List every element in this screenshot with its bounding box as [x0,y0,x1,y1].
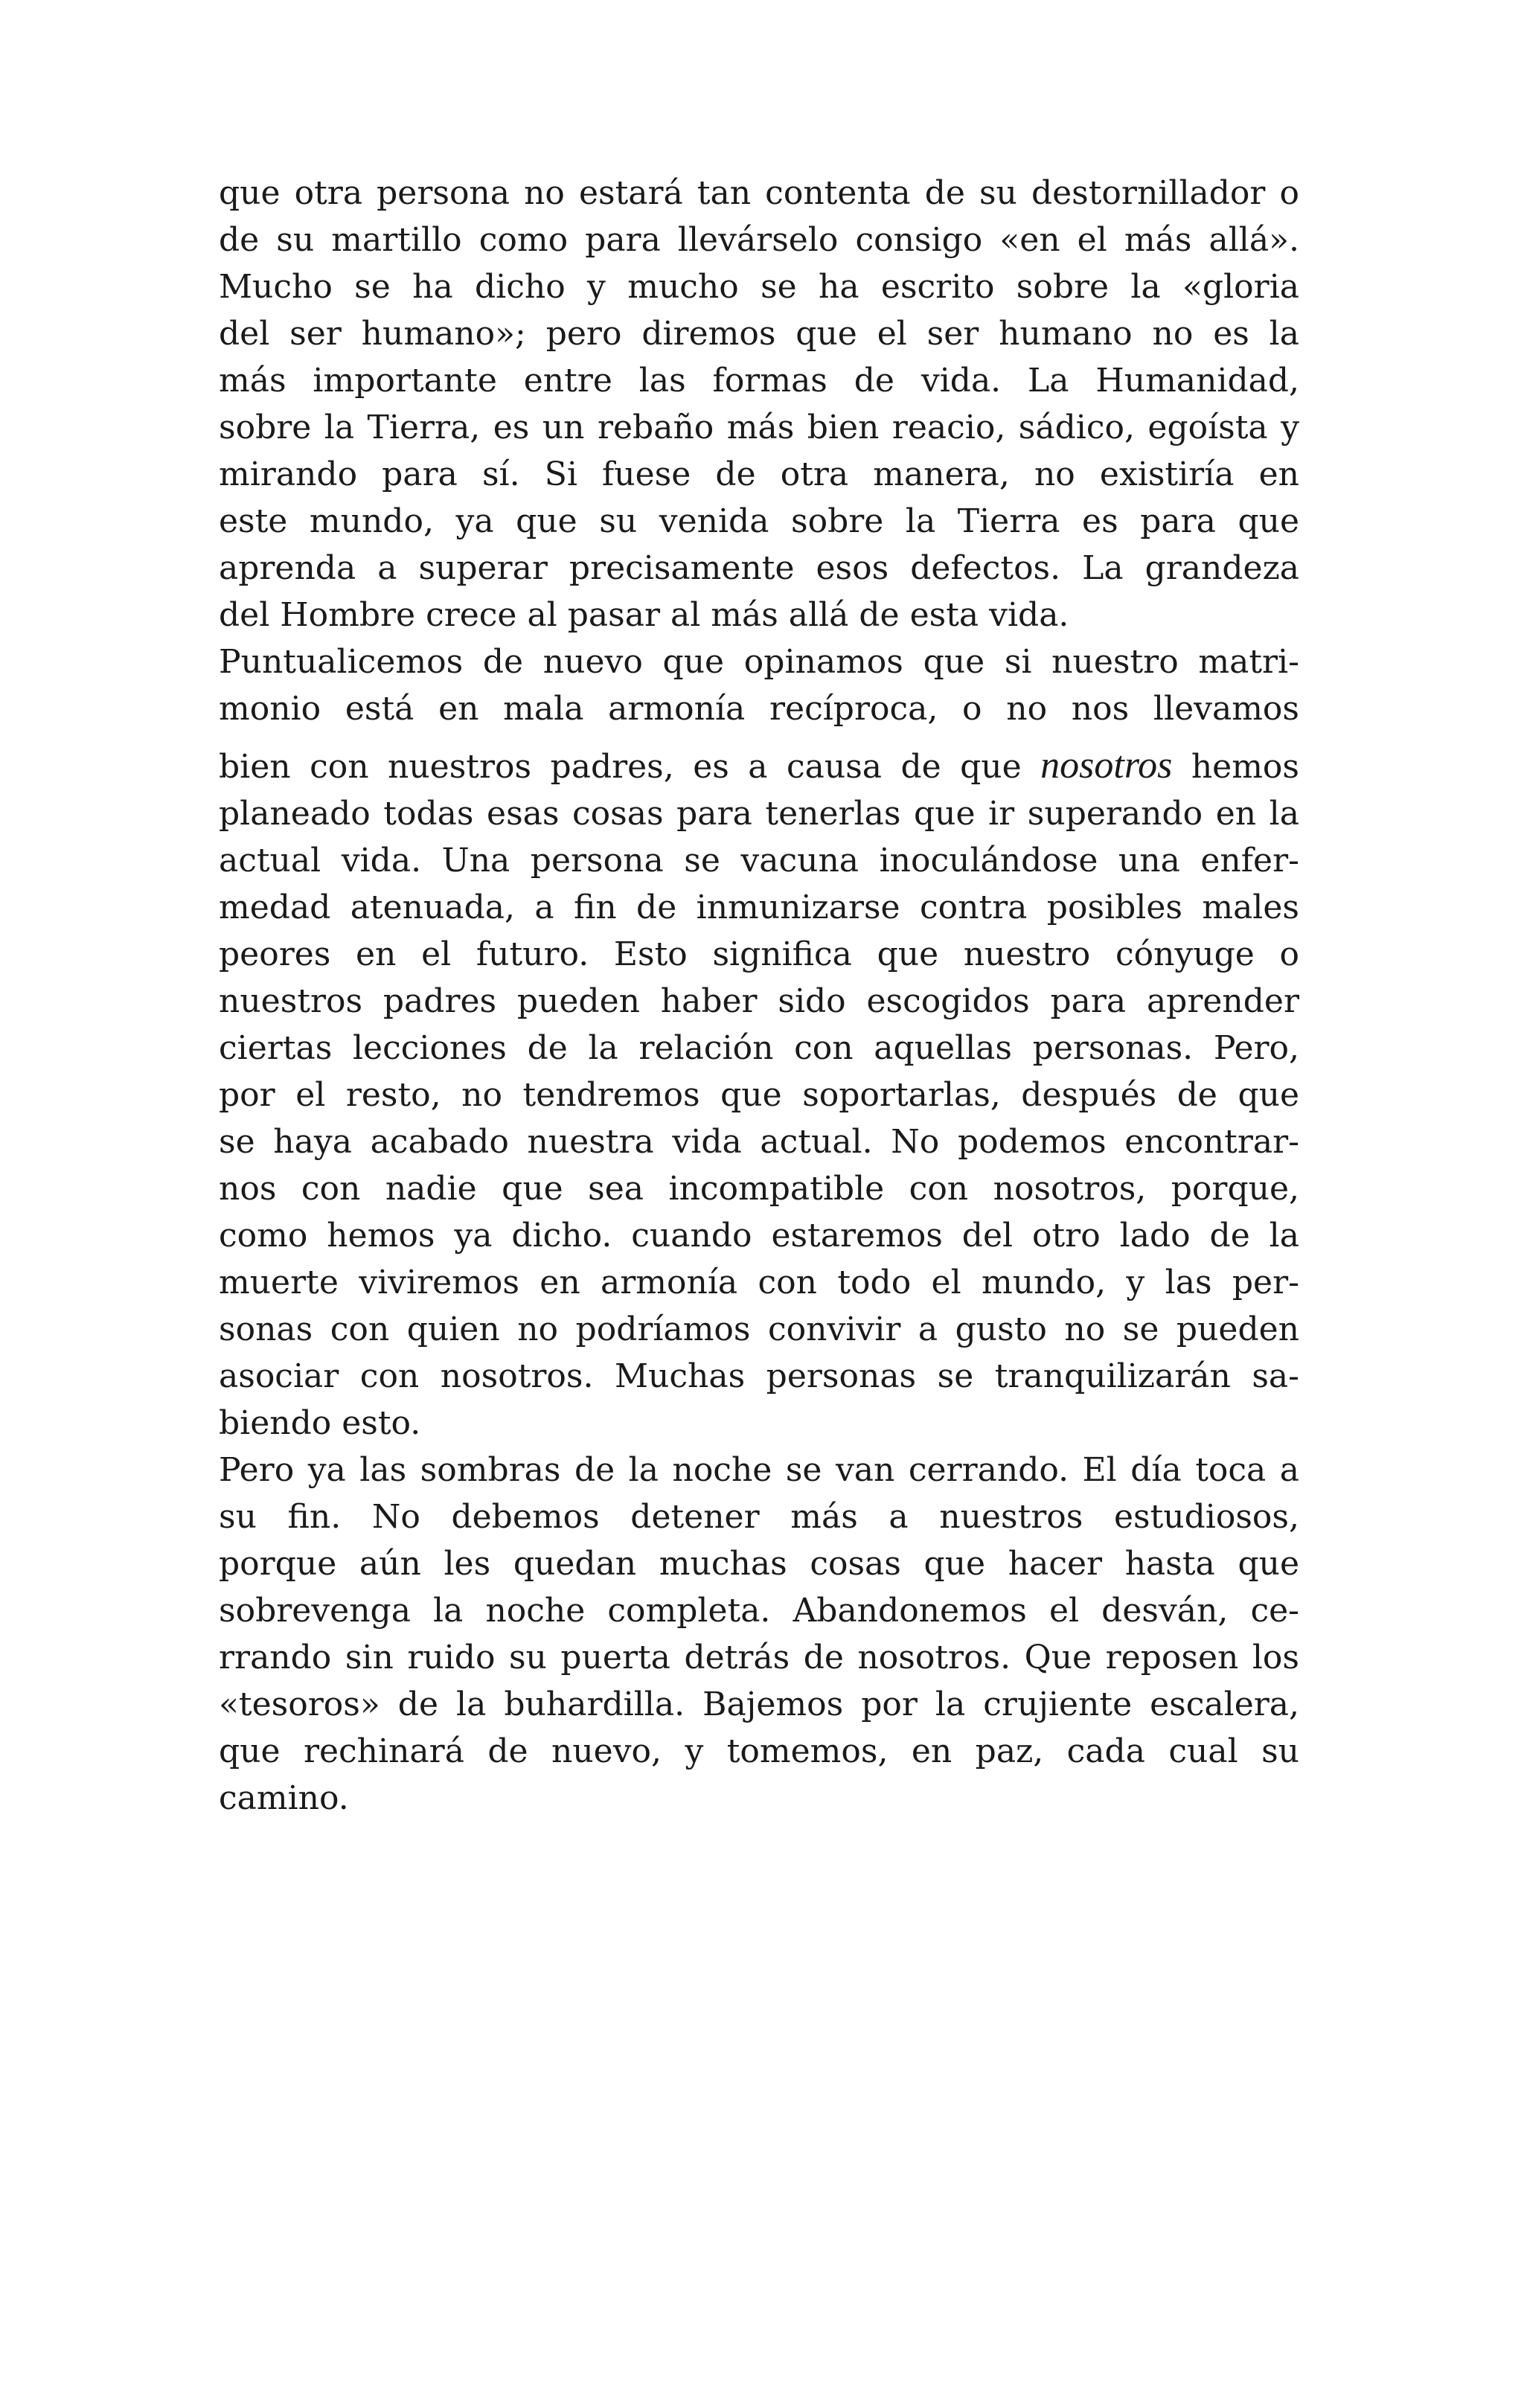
text-line: como hemos ya dicho. cuando estaremos del otro lado de la [219,1217,1299,1255]
text-line: mirando para sí. Si fuese de otra manera, no existiría en [219,455,1299,493]
text-line: Puntualicemos de nuevo que opinamos que si nuestro matri- [219,643,1299,681]
text-line: camino. [219,1779,349,1817]
text-line: sobrevenga la noche completa. Abandonemos el desván, ce- [219,1592,1299,1630]
text-line: que rechinará de nuevo, y tomemos, en paz, cada cual su [219,1732,1299,1770]
text-line: actual vida. Una persona se vacuna inoculándose una enfer- [219,842,1299,880]
text-line: nos con nadie que sea incompatible con nosotros, porque, [219,1170,1299,1208]
text-line: sonas con quien no podríamos convivir a gusto no se pueden [219,1310,1299,1348]
text-line: su fin. No debemos detener más a nuestros estudiosos, [219,1498,1299,1536]
text-line: Pero ya las sombras de la noche se van cerrando. El día toca a [219,1451,1299,1489]
text-line: peores en el futuro. Esto significa que nuestro cónyuge o [219,935,1299,973]
text-line: se haya acabado nuestra vida actual. No podemos encontrar- [219,1123,1299,1161]
text-line: medad atenuada, a fin de inmunizarse contra posibles males [219,888,1299,926]
text-line: «tesoros» de la buhardilla. Bajemos por la crujiente escalera, [219,1685,1299,1723]
text-line: planeado todas esas cosas para tenerlas que ir superando en la [219,795,1299,833]
text-line: biendo esto. [219,1404,421,1442]
emphasis-word: nosotros [1040,744,1173,787]
text-line: aprenda a superar precisamente esos defectos. La grandeza [219,549,1299,587]
text-line: sobre la Tierra, es un rebaño más bien reacio, sádico, egoísta y [219,409,1299,446]
text-line: que otra persona no estará tan contenta de su destornillador o [219,174,1299,212]
text-line: rrando sin ruido su puerta detrás de nosotros. Que reposen los [219,1639,1299,1677]
text-line: monio está en mala armonía recíproca, o no nos llevamos [219,690,1299,728]
text-line: porque aún les quedan muchas cosas que hacer hasta que [219,1545,1299,1583]
text-line: del ser humano»; pero diremos que el ser humano no es la [219,315,1299,353]
text-segment: hemos [1172,748,1300,786]
text-line: más importante entre las formas de vida. La Humanidad, [219,362,1299,400]
text-line: asociar con nosotros. Muchas personas se tranquilizarán sa- [219,1357,1299,1395]
text-line: Mucho se ha dicho y mucho se ha escrito sobre la «gloria [219,268,1299,306]
text-line: ciertas lecciones de la relación con aquellas personas. Pero, [219,1029,1299,1067]
text-line: del Hombre crece al pasar al más allá de esta vida. [219,596,1069,634]
text-line: de su martillo como para llevárselo consigo «en el más allá». [219,221,1299,259]
text-line: este mundo, ya que su venida sobre la Tierra es para que [219,502,1299,540]
text-line: por el resto, no tendremos que soportarlas, después de que [219,1076,1299,1114]
body-text [219,170,1299,1822]
text-line: nuestros padres pueden haber sido escogidos para aprender [219,982,1299,1020]
text-segment: bien con nuestros padres, es a causa de que [219,748,1041,786]
text-line: muerte viviremos en armonía con todo el mundo, y las per- [219,1264,1299,1301]
text-line-with-emphasis [219,732,1299,790]
